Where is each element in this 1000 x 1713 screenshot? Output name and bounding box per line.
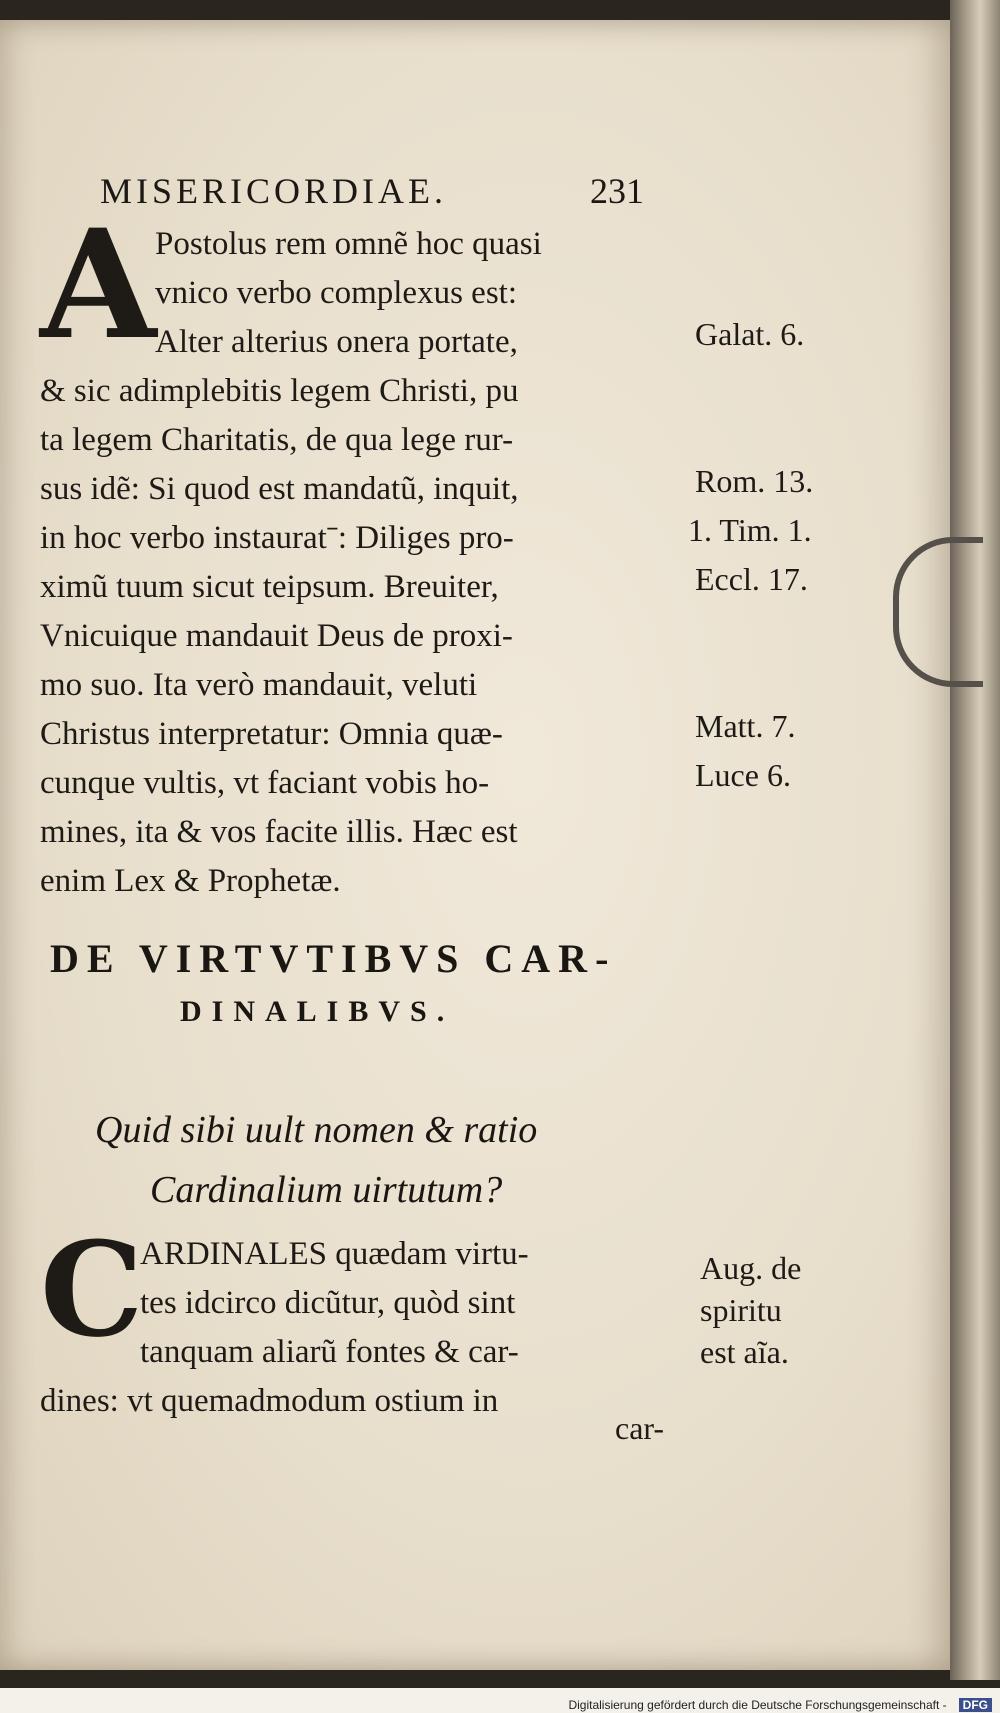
text-line: sus idẽ: Si quod est mandatũ, inquit, (40, 471, 519, 507)
margin-note: Matt. 7. (695, 708, 796, 744)
text-line: dines: vt quemadmodum ostium in (40, 1383, 499, 1419)
footer-bar (0, 1688, 1000, 1713)
page-clip (893, 537, 983, 687)
section-title-line1: DE VIRTVTIBVS CAR- (50, 936, 617, 981)
section-title (50, 935, 690, 1028)
text-line: Postolus rem omnẽ hoc quasi (155, 226, 542, 262)
text-line: enim Lex & Prophetæ. (40, 863, 341, 899)
text-line: mo suo. Ita verò mandauit, veluti (40, 667, 478, 703)
text-line: in hoc verbo instauratˉ: Diliges pro- (40, 520, 514, 556)
margin-note: 1. Tim. 1. (688, 512, 812, 548)
text-line: ARDINALES quædam virtu- (140, 1236, 529, 1272)
text-line: vnico verbo complexus est: (155, 275, 518, 311)
text-line: ximũ tuum sicut teipsum. Breuiter, (40, 569, 499, 605)
question-line1: Quid sibi uult nomen & ratio (95, 1109, 538, 1151)
margin-note: est aĩa. (700, 1334, 789, 1370)
text-line: Alter alterius onera portate, (155, 324, 518, 360)
dfg-logo: DFG (959, 1698, 992, 1712)
section-title-line2: DINALIBVS. (180, 995, 455, 1028)
margin-note: Aug. de (700, 1250, 802, 1286)
margin-note: Eccl. 17. (695, 561, 808, 597)
text-line: cunque vultis, vt faciant vobis ho- (40, 765, 490, 801)
text-line: Vnicuique mandauit Deus de proxi- (40, 618, 513, 654)
text-line: ta legem Charitatis, de qua lege rur- (40, 422, 514, 458)
question-line2: Cardinalium uirtutum? (150, 1169, 503, 1211)
page-number: 231 (590, 171, 644, 211)
dropcap-c: C (40, 1213, 144, 1366)
text-line: tes idcirco dicũtur, quòd sint (140, 1285, 516, 1321)
text-line: Christus interpretatur: Omnia quæ- (40, 716, 503, 752)
margin-note: Luce 6. (695, 757, 791, 793)
running-head: MISERICORDIAE. (100, 171, 448, 211)
text-line: tanquam aliarũ fontes & car- (140, 1334, 519, 1370)
footer-credit: Digitalisierung gefördert durch die Deutsche Forschungsgemeinschaft - (568, 1698, 947, 1712)
dropcap-a: A (40, 197, 157, 373)
margin-note: Galat. 6. (695, 316, 805, 352)
footer-text (568, 1688, 1000, 1712)
margin-note: Rom. 13. (695, 463, 814, 499)
text-line: & sic adimplebitis legem Christi, pu (40, 373, 519, 409)
margin-note: spiritu (700, 1292, 782, 1328)
catchword: car- (615, 1410, 665, 1446)
text-line: mines, ita & vos facite illis. Hæc est (40, 814, 518, 850)
book-page (0, 20, 955, 1670)
book-edge (950, 0, 1000, 1680)
